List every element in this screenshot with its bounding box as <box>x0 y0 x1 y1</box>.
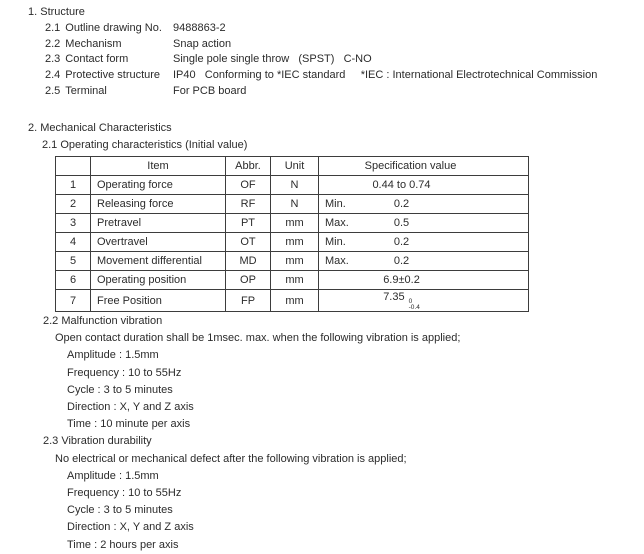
tolerance-stack <box>409 299 420 311</box>
unit-cell: mm <box>271 252 319 271</box>
abbr-cell: FP <box>226 290 271 312</box>
tolerance-lower: -0.4 <box>408 303 420 311</box>
item-cell: Operating position <box>91 271 226 290</box>
item-cell: Overtravel <box>91 233 226 252</box>
spec-value: 0.5 <box>393 217 410 229</box>
structure-item-name: Terminal <box>65 84 107 97</box>
table-row <box>56 176 529 195</box>
structure-item-number: 2.3 <box>45 53 61 66</box>
abbr-cell: RF <box>226 195 271 214</box>
spec-value: 6.9±0.2 <box>383 274 420 286</box>
spec-cell <box>319 271 529 290</box>
malfunction-vibration-description: Open contact duration shall be 1msec. max. when the following vibration is applied; <box>55 332 461 345</box>
row-number: 5 <box>56 252 91 271</box>
spec-value <box>383 290 420 311</box>
spec-cell <box>319 252 529 271</box>
item-cell: Operating force <box>91 176 226 195</box>
vibration-spec-item: Frequency : 10 to 55Hz <box>67 366 182 379</box>
unit-cell: mm <box>271 233 319 252</box>
row-number: 7 <box>56 290 91 312</box>
header-abbr: Abbr. <box>226 157 271 176</box>
structure-item-list <box>45 21 597 99</box>
item-cell: Releasing force <box>91 195 226 214</box>
unit-cell: mm <box>271 290 319 312</box>
unit-cell: N <box>271 176 319 195</box>
table-row <box>56 271 529 290</box>
item-cell: Pretravel <box>91 214 226 233</box>
malfunction-vibration-heading: 2.2 Malfunction vibration <box>43 315 163 327</box>
structure-item-number: 2.2 <box>45 37 61 50</box>
vibration-spec-item: Amplitude : 1.5mm <box>67 349 159 362</box>
spec-cell <box>319 290 529 312</box>
table-row <box>56 290 529 312</box>
mechanical-section-heading: 2. Mechanical Characteristics <box>28 122 172 134</box>
limit-label: Max. <box>325 217 349 229</box>
vibration-spec-item: Direction : X, Y and Z axis <box>67 521 194 534</box>
unit-cell: mm <box>271 271 319 290</box>
item-cell: Free Position <box>91 290 226 312</box>
abbr-cell: OP <box>226 271 271 290</box>
row-number: 6 <box>56 271 91 290</box>
vibration-durability-heading: 2.3 Vibration durability <box>43 435 152 448</box>
table-header-row <box>56 157 529 176</box>
structure-item-row <box>45 68 597 84</box>
vibration-sections <box>43 313 460 554</box>
structure-item-label <box>45 84 173 100</box>
vibration-spec-item: Cycle : 3 to 5 minutes <box>67 383 173 396</box>
structure-item-label <box>45 68 173 84</box>
vibration-durability-description: No electrical or mechanical defect after the following vibration is applied; <box>55 452 407 465</box>
spec-cell <box>319 233 529 252</box>
row-number: 1 <box>56 176 91 195</box>
structure-item-name: Protective structure <box>65 69 161 82</box>
header-unit: Unit <box>271 157 319 176</box>
row-number: 2 <box>56 195 91 214</box>
header-item: Item <box>91 157 226 176</box>
vibration-spec-item: Time : 10 minute per axis <box>67 418 191 431</box>
spec-cell <box>319 176 529 195</box>
operating-characteristics-heading: 2.1 Operating characteristics (Initial value) <box>42 139 248 151</box>
header-spec: Specification value <box>319 157 529 176</box>
abbr-cell: OT <box>226 233 271 252</box>
limit-label: Min. <box>325 198 346 210</box>
structure-item-label <box>45 52 173 68</box>
abbr-cell: MD <box>226 252 271 271</box>
structure-section-heading: 1. Structure <box>28 6 85 18</box>
structure-item-number: 2.5 <box>45 84 61 97</box>
structure-item-row <box>45 21 597 37</box>
structure-item-label <box>45 37 173 53</box>
limit-label: Max. <box>325 255 349 267</box>
spec-value-number: 7.35 <box>383 290 405 303</box>
abbr-cell: OF <box>226 176 271 195</box>
spec-value: 0.2 <box>393 236 410 248</box>
header-number <box>56 157 91 176</box>
structure-item-value: For PCB board <box>173 84 247 97</box>
unit-cell: N <box>271 195 319 214</box>
structure-item-name: Outline drawing No. <box>65 22 162 34</box>
item-cell: Movement differential <box>91 252 226 271</box>
structure-item-label <box>45 21 173 37</box>
spec-value: 0.44 to 0.74 <box>372 179 431 191</box>
table-row <box>56 252 529 271</box>
vibration-spec-item: Direction : X, Y and Z axis <box>67 401 194 414</box>
structure-item-name: Mechanism <box>65 37 122 50</box>
table-row <box>56 195 529 214</box>
structure-item-number: 2.1 <box>45 22 61 34</box>
structure-item-value: Snap action <box>173 37 232 50</box>
vibration-spec-item: Frequency : 10 to 55Hz <box>67 487 182 500</box>
vibration-spec-item: Amplitude : 1.5mm <box>67 469 159 482</box>
structure-item-row <box>45 84 597 100</box>
spec-cell <box>319 214 529 233</box>
structure-item-name: Contact form <box>65 53 129 66</box>
vibration-spec-item: Cycle : 3 to 5 minutes <box>67 504 173 517</box>
unit-cell: mm <box>271 214 319 233</box>
structure-item-value: Single pole single throw (SPST) C-NO <box>173 53 372 66</box>
spec-value: 0.2 <box>393 198 410 210</box>
spec-cell <box>319 195 529 214</box>
vibration-spec-item: Time : 2 hours per axis <box>67 538 179 551</box>
spec-value: 0.2 <box>393 255 410 267</box>
structure-item-value: IP40 Conforming to *IEC standard *IEC : International Electrotechnical Commission <box>173 69 598 82</box>
table-row <box>56 214 529 233</box>
structure-item-row <box>45 37 597 53</box>
structure-item-row <box>45 52 597 68</box>
limit-label: Min. <box>325 236 346 248</box>
table-row <box>56 233 529 252</box>
operating-characteristics-table <box>55 156 529 312</box>
structure-item-value: 9488863-2 <box>173 22 226 34</box>
row-number: 4 <box>56 233 91 252</box>
tolerance-upper: 0 <box>408 297 413 305</box>
row-number: 3 <box>56 214 91 233</box>
abbr-cell: PT <box>226 214 271 233</box>
structure-item-number: 2.4 <box>45 69 61 82</box>
